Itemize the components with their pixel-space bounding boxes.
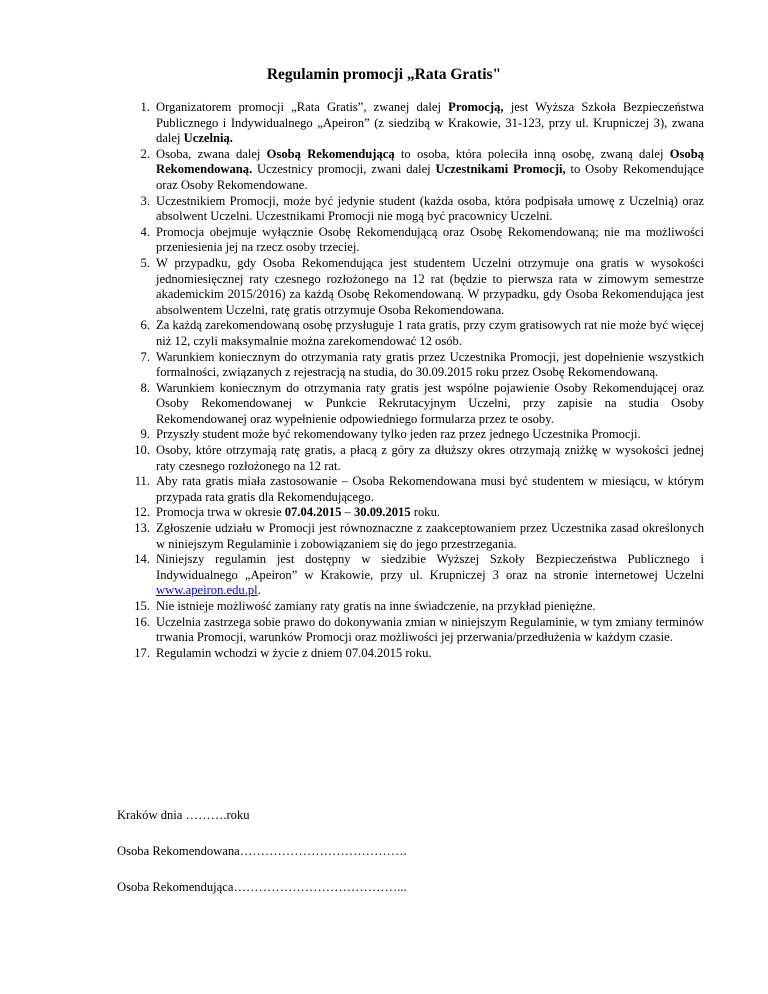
rule-text: to Osoby Rekomendujące oraz Osoby Rekomendowane. xyxy=(156,162,704,192)
rule-number: 17. xyxy=(134,645,150,660)
rule-number: 16. xyxy=(134,614,150,629)
rule-text: Niniejszy regulamin jest dostępny w siedzibie Wyższej Szkoły Bezpieczeństwa Publicznego i Indywidualnego „Apeiron” w Krakowie, przy ul. Krupniczej 3 oraz na stronie internetowej Uczelni xyxy=(156,552,704,582)
rule-text: jest Wyższa Szkoła Bezpieczeństwa Publicznego i Indywidualnego „Apeiron” (z siedzibą w Krakowie, 31-123, przy ul. Krupniczej 3), zwana dalej xyxy=(156,100,704,146)
recommending-person-line: Osoba Rekomendująca…………………………………... xyxy=(117,880,407,894)
rule-item xyxy=(140,427,704,443)
rule-item xyxy=(134,474,704,505)
rule-number: 11. xyxy=(134,474,150,489)
rule-number: 6. xyxy=(140,318,150,333)
date-line: Kraków dnia ……….roku xyxy=(117,808,250,822)
rule-item xyxy=(140,318,704,349)
rule-item xyxy=(134,614,704,646)
rule-text: Za każdą zarekomendowaną osobę przysługuje 1 rata gratis, przy czym gratisowych rat nie może być więcej niż 12, czyli maksymalnie można zarekomendować 12 osób. xyxy=(156,318,704,348)
rule-number: 10. xyxy=(134,443,150,458)
rule-text: roku. xyxy=(410,505,441,520)
rule-number: 7. xyxy=(140,349,150,364)
rule-text: Organizatorem promocji „Rata Gratis”, zwanej dalej xyxy=(156,100,449,114)
rule-text: . xyxy=(257,583,261,598)
rule-number: 3. xyxy=(140,193,150,208)
rule-item xyxy=(134,552,704,599)
bold-term: Uczestnikami Promocji, xyxy=(435,162,566,177)
bold-term: Osobą Rekomendującą xyxy=(266,146,395,161)
rule-text: Uczelnia zastrzega sobie prawo do dokonywania zmian w niniejszym Regulaminie, w tym zmiany terminów trwania Promocji, warunków Promocji oraz możliwości jej przerwania/przedłużenia w każdym czasie. xyxy=(156,614,704,645)
rule-text: Warunkiem koniecznym do otrzymania raty gratis jest wspólne pojawienie Osoby Rekomendującej oraz Osoby Rekomendowanej w Punkcie Rekrutacyjnym Uczelni, przy zapisie na studia Osoby Rekomendowanej oraz wypełnienie odpowiedniego formularza przez te osoby. xyxy=(156,380,704,426)
website-link[interactable]: www.apeiron.edu.pl xyxy=(156,583,258,598)
rule-text: Aby rata gratis miała zastosowanie – Osoba Rekomendowana musi być studentem w miesiącu, w którym przypada rata gratis dla Rekomendującego. xyxy=(156,474,704,504)
rule-number: 8. xyxy=(140,380,150,395)
rules-list xyxy=(134,100,704,661)
rule-text: Promocja obejmuje wyłącznie Osobę Rekomendującą oraz Osobę Rekomendowaną; nie ma możliwości przeniesienia jej na rzecz osoby trzeciej. xyxy=(156,224,704,255)
rule-item xyxy=(140,100,704,147)
rule-item xyxy=(134,521,704,552)
bold-term: Osobą Rekomendowaną. xyxy=(156,146,704,177)
rule-item xyxy=(140,224,704,256)
rule-text: – xyxy=(341,505,354,520)
rule-number: 2. xyxy=(140,146,150,161)
rule-item xyxy=(140,349,704,381)
bold-term: Uczelnią. xyxy=(183,131,233,146)
rule-number: 13. xyxy=(134,521,150,536)
rule-item xyxy=(140,255,704,318)
recommended-person-line: Osoba Rekomendowana…………………………………. xyxy=(117,844,407,858)
rule-number: 9. xyxy=(140,427,150,442)
rule-text: Uczestnicy promocji, zwani dalej xyxy=(252,162,436,177)
document-title: Regulamin promocji „Rata Gratis" xyxy=(266,66,502,83)
rule-number: 15. xyxy=(134,599,150,613)
rule-item xyxy=(134,443,704,474)
rule-text: to osoba, która poleciła inną osobę, zwaną dalej xyxy=(394,146,670,161)
rule-text: Przyszły student może być rekomendowany tylko jeden raz przez jednego Uczestnika Promocji. xyxy=(156,427,641,442)
rule-number: 5. xyxy=(140,255,150,270)
rule-item xyxy=(140,380,704,428)
rule-number: 4. xyxy=(140,224,150,239)
bold-term: 07.04.2015 xyxy=(284,505,342,520)
rule-text: Nie istnieje możliwość zamiany raty gratis na inne świadczenie, na przykład pieniężne. xyxy=(156,599,596,613)
rule-text: W przypadku, gdy Osoba Rekomendująca jest studentem Uczelni otrzymuje ona gratis w wysokości jednomiesięcznej raty czesnego rozłożonego na 12 rat (będzie to pierwsza rata w zimowym semestrze akademickim 2015/2016) za każdą Osobę Rekomendowaną. W przypadku, gdy Osoba Rekomendująca jest absolwentem Uczelni, ratę gratis otrzymuje Osoba Rekomendowana. xyxy=(156,255,704,317)
bold-term: 30.09.2015 xyxy=(353,505,411,520)
rule-item xyxy=(134,645,704,662)
rule-text: Uczestnikiem Promocji, może być jedynie student (każda osoba, która podpisała umowę z Uczelnią) oraz absolwent Uczelni. Uczestnikami Promocji nie mogą być pracownicy Uczelni. xyxy=(156,193,704,224)
rule-item xyxy=(140,146,704,194)
rule-number: 1. xyxy=(140,100,150,114)
rule-text: Warunkiem koniecznym do otrzymania raty gratis przez Uczestnika Promocji, jest dopełnienie wszystkich formalności, związanych z rejestracją na studia, do 30.09.2015 roku przez Osobę Rekomendowaną. xyxy=(156,349,704,380)
rule-text: Osoba, zwana dalej xyxy=(156,146,267,161)
rule-text: Regulamin wchodzi w życie z dniem 07.04.2015 roku. xyxy=(156,645,432,660)
rule-number: 12. xyxy=(134,505,150,520)
rule-item xyxy=(134,505,704,521)
rule-item xyxy=(140,193,704,225)
rule-text: Zgłoszenie udziału w Promocji jest równoznaczne z zaakceptowaniem przez Uczestnika zasad określonych w niniejszym Regulaminie i zobowiązaniem się do jego przestrzegania. xyxy=(156,521,704,551)
bold-term: Promocją, xyxy=(448,100,504,114)
rule-text: Promocja trwa w okresie xyxy=(156,505,285,520)
rule-item xyxy=(134,599,704,615)
rule-number: 14. xyxy=(134,552,150,567)
rule-text: Osoby, które otrzymają ratę gratis, a płacą z góry za dłuższy okres otrzymają zniżkę w wysokości jednej raty czesnego rozłożonego na 12 rat. xyxy=(156,443,704,473)
